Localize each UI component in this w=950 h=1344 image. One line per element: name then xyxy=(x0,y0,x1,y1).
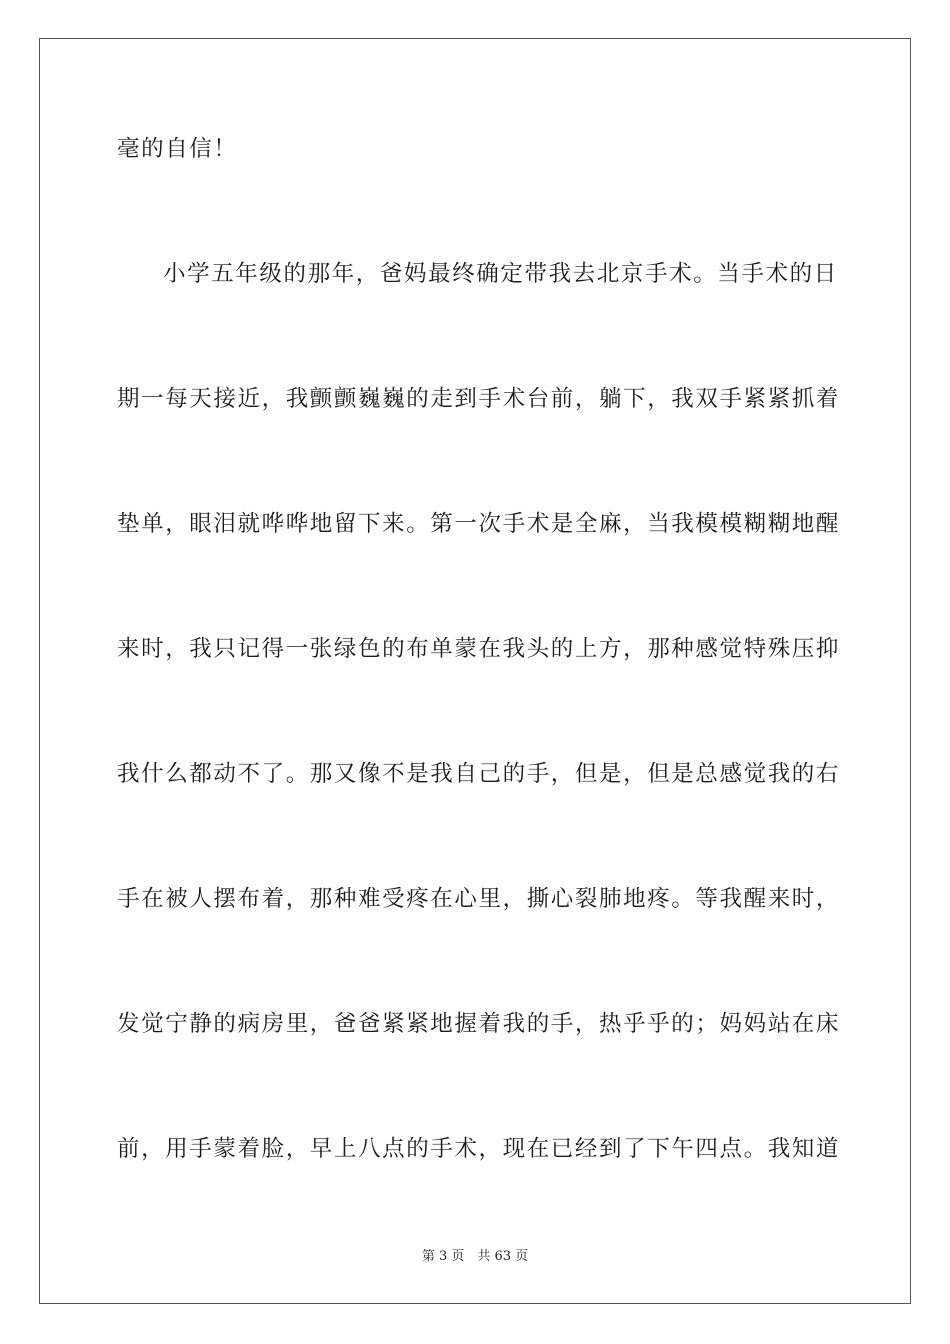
text-line-1: 毫的自信！ xyxy=(117,136,238,162)
text-line-8: 发觉宁静的病房里，爸爸紧紧地握着我的手，热乎乎的；妈妈站在床 xyxy=(117,1011,841,1037)
text-line-7: 手在被人摆布着，那种难受疼在心里，撕心裂肺地疼。等我醒来时， xyxy=(117,886,841,912)
text-line-5: 来时，我只记得一张绿色的布单蒙在我头的上方，那种感觉特殊压抑 xyxy=(117,636,841,662)
text-line-3: 期一每天接近，我颤颤巍巍的走到手术台前，躺下，我双手紧紧抓着 xyxy=(117,386,841,412)
page-border xyxy=(39,38,911,1304)
text-line-6: 我什么都动不了。那又像不是我自己的手，但是，但是总感觉我的右 xyxy=(117,761,841,787)
page-number-footer: 第 3 页 共 63 页 xyxy=(421,1249,529,1264)
text-line-2: 小学五年级的那年，爸妈最终确定带我去北京手术。当手术的日 xyxy=(163,261,838,287)
text-line-9: 前，用手蒙着脸，早上八点的手术，现在已经到了下午四点。我知道 xyxy=(117,1136,841,1162)
text-line-4: 垫单，眼泪就哗哗地留下来。第一次手术是全麻，当我模模糊糊地醒 xyxy=(117,511,841,537)
